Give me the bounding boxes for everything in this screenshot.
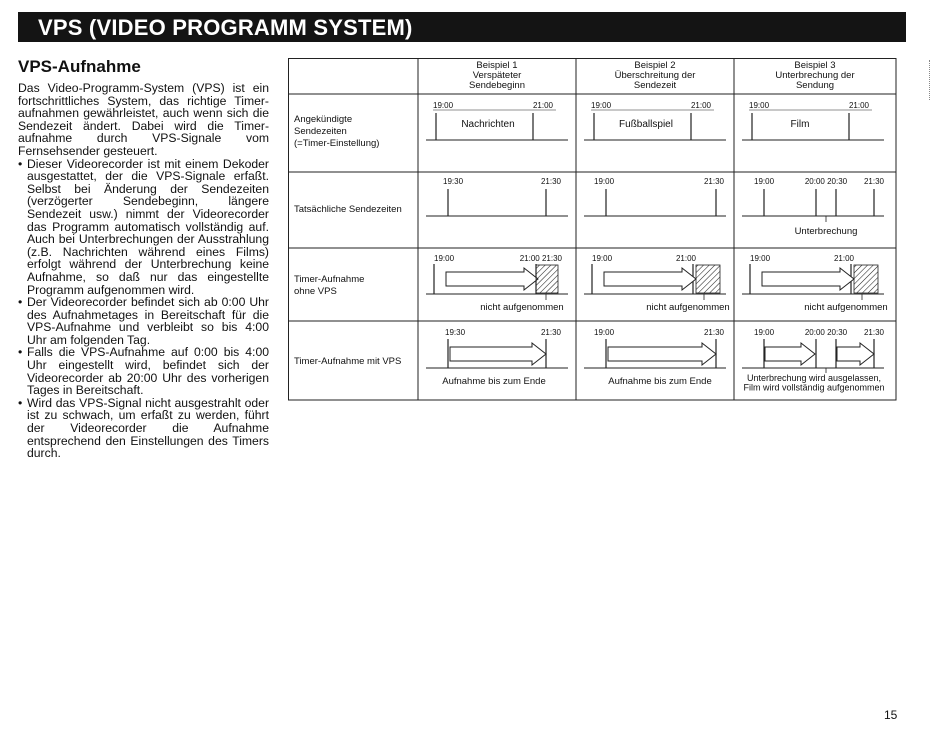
recording-caption: Aufnahme bis zum Ende — [442, 376, 546, 387]
header-banner — [18, 12, 906, 42]
skip-interruption-caption: Unterbrechung wird ausgelassen, — [746, 373, 882, 383]
not-recorded-caption: nicht aufgenommen — [646, 302, 730, 313]
not-recorded-hatch — [854, 265, 878, 293]
section-title: VPS-Aufnahme — [18, 57, 141, 76]
vps-recording-arrow — [837, 343, 874, 365]
row-label-text: Angekündigte — [294, 114, 353, 125]
time-label: 21:30 — [703, 177, 724, 186]
vps-recording-arrow — [608, 343, 716, 365]
time-label: 19:30 — [445, 328, 466, 337]
column-header-text: Sendebeginn — [469, 80, 525, 91]
column-header-text: Beispiel 1 — [476, 60, 518, 71]
time-label: 19:00 — [592, 254, 613, 263]
row-label-text: ohne VPS — [294, 286, 337, 297]
program-name: Film — [790, 119, 810, 130]
time-label: 21:30 — [540, 177, 561, 186]
column-header-text: Überschreitung der — [614, 70, 696, 81]
page-header-title: VPS (VIDEO PROGRAMM SYSTEM) — [38, 15, 413, 40]
column-header-text: Unterbrechung der — [775, 70, 855, 81]
time-label: 19:00 — [750, 254, 771, 263]
bullet-text: Wird das VPS-Signal nicht ausgestrahlt oder ist zu schwach, um erfaßt zu werden, führt der Videorecorder die Aufnahme entsprechend den Einstellungen des Timers durch. — [27, 395, 269, 461]
column-header-text: Verspäteter — [472, 70, 522, 81]
time-label: 19:00 — [591, 101, 612, 110]
column-header-text: Beispiel 3 — [794, 60, 836, 71]
time-label: 21:30 — [863, 328, 884, 337]
time-label: 19:00 — [433, 101, 454, 110]
bullet-icon: • — [18, 345, 23, 360]
vps-recording-arrow — [765, 343, 815, 365]
timer-recording-arrow — [604, 268, 696, 290]
column-header-text: Sendung — [795, 80, 835, 91]
bullet-text: Der Videorecorder befindet sich ab 0:00 Uhr des Aufnahmetages in Bereitschaft für die VPS-Aufnahme und verbleibt so bis 4:00 Uhr am folgenden Tag. — [27, 295, 269, 347]
bullet-item — [18, 296, 269, 346]
program-name: Nachrichten — [461, 119, 515, 130]
not-recorded-caption: nicht aufgenommen — [480, 302, 564, 313]
intro-paragraph: Das Video-Programm-System (VPS) ist ein fortschrittliches System, das richtige Timer-aufnahmen gewährleistet, auch wenn sich die Sendezeit ändert. Dabei wird die Timer-aufnahme durch VPS-Signale vom Fernsehsender gesteuert. — [18, 81, 269, 158]
interruption-caption: Unterbrechung — [794, 226, 858, 237]
time-label: 19:30 — [443, 177, 464, 186]
row-label-text: Timer-Aufnahme mit VPS — [294, 356, 402, 367]
timer-recording-arrow — [762, 268, 854, 290]
time-label: 21:00 — [690, 101, 711, 110]
skip-interruption-caption: Film wird vollständig aufgenommen — [743, 382, 885, 393]
time-label: 21:00 21:30 — [519, 254, 562, 263]
time-label: 21:00 — [675, 254, 696, 263]
time-label: 19:00 — [434, 254, 455, 263]
bullet-list — [18, 158, 269, 460]
bullet-icon: • — [18, 295, 23, 310]
time-label: 19:00 — [754, 177, 775, 186]
time-label: 19:00 — [754, 328, 775, 337]
row-label-text: Tatsächliche Sendezeiten — [294, 204, 402, 215]
timer-recording-arrow — [446, 268, 538, 290]
time-label: 21:00 — [833, 254, 854, 263]
time-label: 21:00 — [532, 101, 553, 110]
time-label: 19:00 — [594, 328, 615, 337]
column-header-text: Sendezeit — [633, 80, 677, 91]
time-label: 20:00 20:30 — [804, 328, 848, 337]
column-header-text: Beispiel 2 — [634, 60, 676, 71]
bullet-item — [18, 397, 269, 460]
not-recorded-hatch — [536, 265, 558, 293]
recording-caption: Aufnahme bis zum Ende — [608, 376, 712, 387]
vps-recording-arrow — [450, 343, 546, 365]
time-label: 19:00 — [594, 177, 615, 186]
bullet-text: Dieser Videorecorder ist mit einem Dekoder ausgestattet, der die VPS-Signale erfaßt. Selbst bei Änderung der Sendezeiten (verzögerter Sendebeginn, längere Sendezeit usw.) nimmt der Videorecorder das Programm automatisch vollständig auf. Auch bei Unterbrechungen der Ausstrahlung (z.B. Nachrichten während eines Films) erfolgt während der Unterbrechung keine Aufnahme, so daß nur das eingestellte Programm aufgenommen wird. — [27, 156, 269, 297]
program-name: Fußballspiel — [619, 119, 673, 130]
vps-examples-table — [288, 58, 898, 408]
vps-diagram — [288, 58, 898, 403]
time-label: 21:30 — [540, 328, 561, 337]
row-label-text: Sendezeiten — [294, 126, 347, 137]
bullet-text: Falls die VPS-Aufnahme auf 0:00 bis 4:00 Uhr eingestellt wird, befindet sich der Videorecorder ab 20:00 Uhr des vorherigen Tages in Bereitschaft. — [27, 345, 269, 398]
page-number: 15 — [884, 708, 898, 722]
time-label: 20:00 20:30 — [804, 177, 848, 186]
body-text — [18, 82, 269, 460]
bullet-item — [18, 346, 269, 396]
bullet-icon: • — [18, 395, 23, 410]
not-recorded-caption: nicht aufgenommen — [804, 302, 888, 313]
time-label: 21:00 — [848, 101, 869, 110]
bullet-item — [18, 158, 269, 297]
time-label: 21:30 — [863, 177, 884, 186]
not-recorded-hatch — [696, 265, 720, 293]
bullet-icon: • — [18, 156, 23, 171]
time-label: 21:30 — [703, 328, 724, 337]
margin-mark — [929, 60, 931, 100]
time-label: 19:00 — [749, 101, 770, 110]
row-label-text: (=Timer-Einstellung) — [294, 138, 380, 149]
row-label-text: Timer-Aufnahme — [294, 274, 365, 285]
